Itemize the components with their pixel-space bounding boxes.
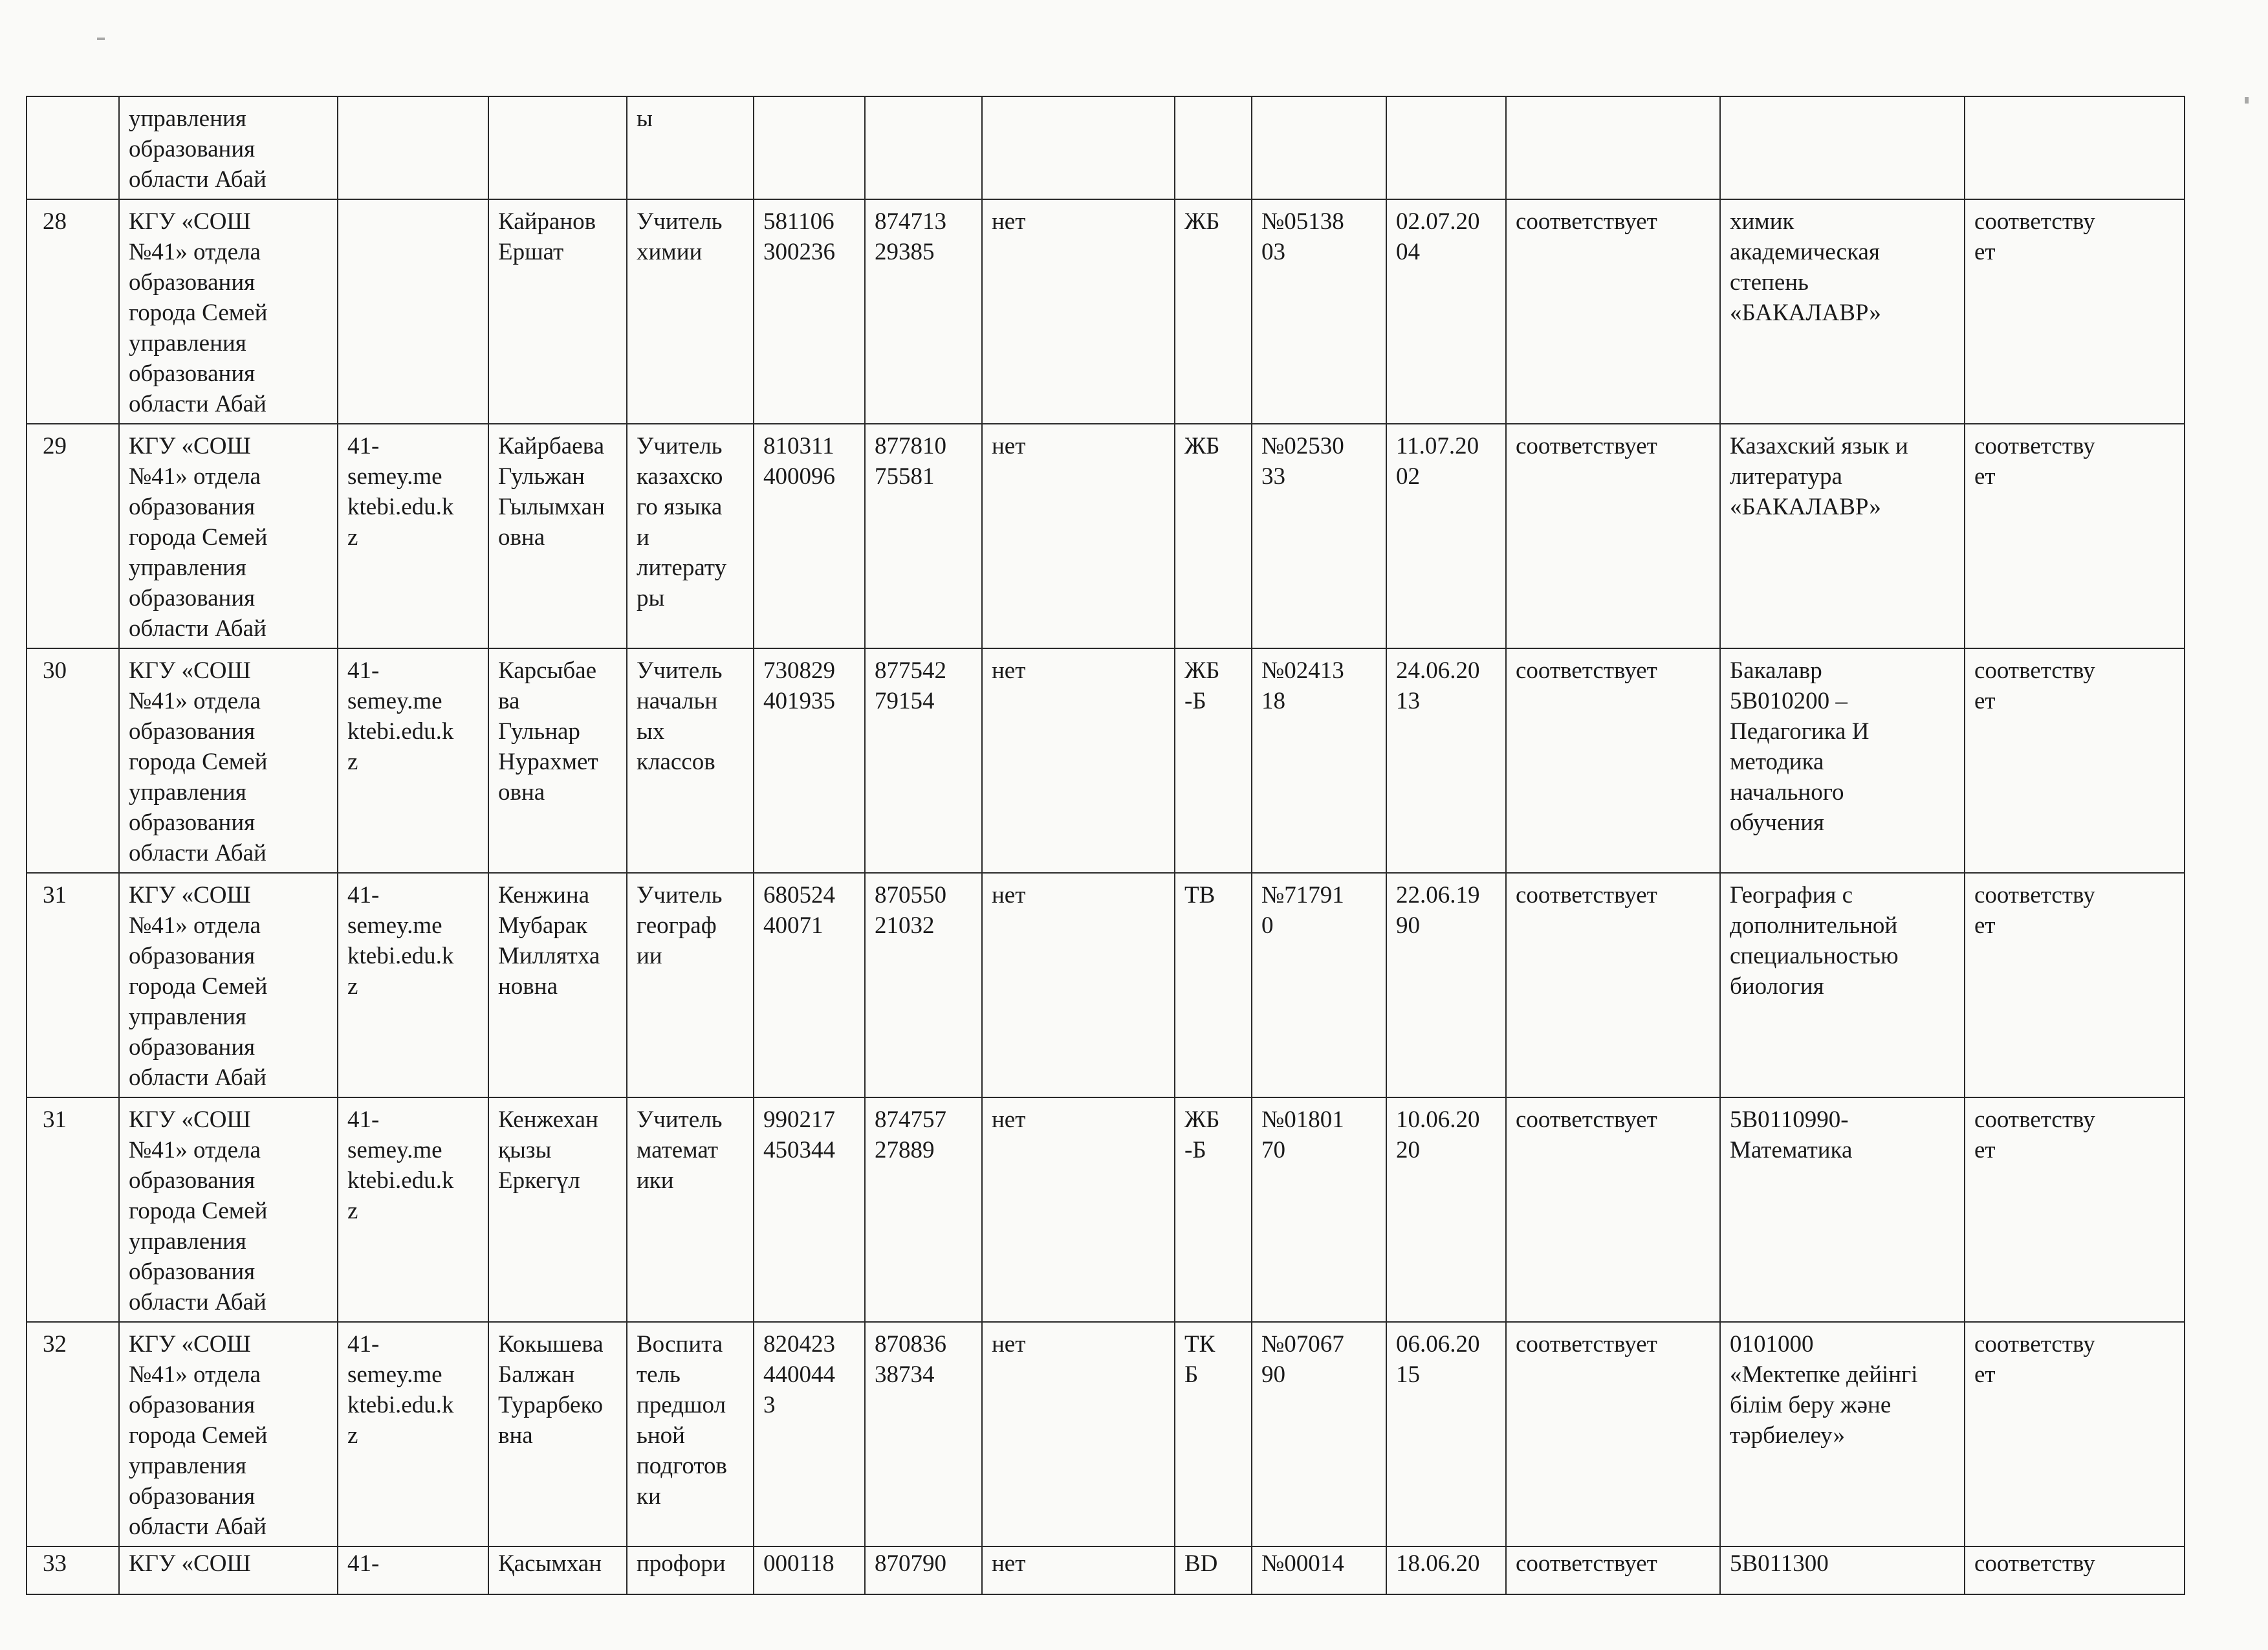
scan-speck <box>2245 97 2249 104</box>
phone-number: 870790 <box>865 1546 982 1594</box>
iin-number: 810311 400096 <box>754 424 865 648</box>
row-number: 29 <box>27 424 119 648</box>
diploma-date: 06.06.20 15 <box>1386 1322 1506 1546</box>
diploma-type: ТК Б <box>1175 1322 1252 1546</box>
row-number: 31 <box>27 873 119 1097</box>
extra-field <box>982 96 1175 199</box>
diploma-date: 02.07.20 04 <box>1386 199 1506 424</box>
school-website: 41- semey.me ktebi.edu.k z <box>338 1322 488 1546</box>
diploma-date: 18.06.20 <box>1386 1546 1506 1594</box>
extra-field: нет <box>982 1097 1175 1322</box>
scan-speck <box>97 38 105 40</box>
specialty: Бакалавр 5В010200 – Педагогика И методика начального обучения <box>1720 648 1965 873</box>
iin-number: 990217 450344 <box>754 1097 865 1322</box>
compliance-status: соответствует <box>1506 1546 1720 1594</box>
diploma-number: №05138 03 <box>1252 199 1386 424</box>
table-row <box>27 96 2185 199</box>
row-number: 30 <box>27 648 119 873</box>
result <box>1965 96 2185 199</box>
phone-number: 877542 79154 <box>865 648 982 873</box>
phone-number <box>865 96 982 199</box>
phone-number: 874757 27889 <box>865 1097 982 1322</box>
teacher-name: Кокышева Балжан Турарбеко вна <box>488 1322 627 1546</box>
diploma-type: ЖБ -Б <box>1175 1097 1252 1322</box>
diploma-date: 22.06.19 90 <box>1386 873 1506 1097</box>
school-website: 41- semey.me ktebi.edu.k z <box>338 648 488 873</box>
row-number: 33 <box>27 1546 119 1594</box>
result: соответству <box>1965 1546 2185 1594</box>
extra-field: нет <box>982 199 1175 424</box>
school-website: 41- semey.me ktebi.edu.k z <box>338 424 488 648</box>
compliance-status <box>1506 96 1720 199</box>
table-row <box>27 1546 2185 1594</box>
iin-number: 000118 <box>754 1546 865 1594</box>
specialty <box>1720 96 1965 199</box>
diploma-type: ЖБ <box>1175 199 1252 424</box>
school-website: 41- semey.me ktebi.edu.k z <box>338 1097 488 1322</box>
diploma-number: №02530 33 <box>1252 424 1386 648</box>
teacher-name: Кенжехан қызы Еркегүл <box>488 1097 627 1322</box>
diploma-number: №01801 70 <box>1252 1097 1386 1322</box>
diploma-number: №71791 0 <box>1252 873 1386 1097</box>
school-website <box>338 96 488 199</box>
compliance-status: соответствует <box>1506 199 1720 424</box>
extra-field: нет <box>982 424 1175 648</box>
table-row <box>27 648 2185 873</box>
compliance-status: соответствует <box>1506 1097 1720 1322</box>
specialty: 5В011300 <box>1720 1546 1965 1594</box>
teacher-position: Учитель математ ики <box>627 1097 754 1322</box>
extra-field: нет <box>982 873 1175 1097</box>
diploma-number: №07067 90 <box>1252 1322 1386 1546</box>
teacher-position: Учитель казахско го языка и литерату ры <box>627 424 754 648</box>
school-name: КГУ «СОШ №41» отдела образования города Семей управления образования области Абай <box>119 424 338 648</box>
compliance-status: соответствует <box>1506 1322 1720 1546</box>
school-website: 41- semey.me ktebi.edu.k z <box>338 873 488 1097</box>
specialty: География с дополнительной специальностью биология <box>1720 873 1965 1097</box>
result: соответству ет <box>1965 1097 2185 1322</box>
phone-number: 870836 38734 <box>865 1322 982 1546</box>
school-name: КГУ «СОШ №41» отдела образования города Семей управления образования области Абай <box>119 199 338 424</box>
row-number <box>27 96 119 199</box>
school-name: КГУ «СОШ <box>119 1546 338 1594</box>
school-website <box>338 199 488 424</box>
diploma-number: №00014 <box>1252 1546 1386 1594</box>
specialty: 5В0110990- Математика <box>1720 1097 1965 1322</box>
compliance-status: соответствует <box>1506 873 1720 1097</box>
specialty: 0101000 «Мектепке дейінгі білім беру және тәрбиелеу» <box>1720 1322 1965 1546</box>
table-row <box>27 873 2185 1097</box>
teacher-position: профори <box>627 1546 754 1594</box>
iin-number: 680524 40071 <box>754 873 865 1097</box>
table-row <box>27 1097 2185 1322</box>
table-row <box>27 1322 2185 1546</box>
teacher-name: Қасымхан <box>488 1546 627 1594</box>
school-name: КГУ «СОШ №41» отдела образования города Семей управления образования области Абай <box>119 1322 338 1546</box>
school-website: 41- <box>338 1546 488 1594</box>
specialty: химик академическая степень «БАКАЛАВР» <box>1720 199 1965 424</box>
school-name: КГУ «СОШ №41» отдела образования города Семей управления образования области Абай <box>119 873 338 1097</box>
compliance-status: соответствует <box>1506 648 1720 873</box>
compliance-status: соответствует <box>1506 424 1720 648</box>
table-row <box>27 199 2185 424</box>
diploma-number: №02413 18 <box>1252 648 1386 873</box>
phone-number: 870550 21032 <box>865 873 982 1097</box>
phone-number: 874713 29385 <box>865 199 982 424</box>
diploma-type <box>1175 96 1252 199</box>
result: соответству ет <box>1965 648 2185 873</box>
diploma-type: ЖБ -Б <box>1175 648 1252 873</box>
iin-number: 820423 440044 3 <box>754 1322 865 1546</box>
teacher-position: ы <box>627 96 754 199</box>
teacher-position: Воспита тель предшол ьной подготов ки <box>627 1322 754 1546</box>
diploma-number <box>1252 96 1386 199</box>
diploma-date: 24.06.20 13 <box>1386 648 1506 873</box>
phone-number: 877810 75581 <box>865 424 982 648</box>
teacher-position: Учитель начальн ых классов <box>627 648 754 873</box>
extra-field: нет <box>982 1322 1175 1546</box>
result: соответству ет <box>1965 424 2185 648</box>
iin-number: 730829 401935 <box>754 648 865 873</box>
teacher-name: Кайранов Ершат <box>488 199 627 424</box>
iin-number: 581106 300236 <box>754 199 865 424</box>
teacher-name <box>488 96 627 199</box>
teacher-name: Кенжина Мубарак Миллятха новна <box>488 873 627 1097</box>
school-name: КГУ «СОШ №41» отдела образования города Семей управления образования области Абай <box>119 1097 338 1322</box>
diploma-date <box>1386 96 1506 199</box>
diploma-type: BD <box>1175 1546 1252 1594</box>
staff-table <box>26 96 2185 1595</box>
result: соответству ет <box>1965 199 2185 424</box>
diploma-date: 10.06.20 20 <box>1386 1097 1506 1322</box>
teacher-position: Учитель химии <box>627 199 754 424</box>
result: соответству ет <box>1965 873 2185 1097</box>
teacher-position: Учитель географ ии <box>627 873 754 1097</box>
row-number: 28 <box>27 199 119 424</box>
extra-field: нет <box>982 648 1175 873</box>
table-row <box>27 424 2185 648</box>
iin-number <box>754 96 865 199</box>
diploma-date: 11.07.20 02 <box>1386 424 1506 648</box>
row-number: 31 <box>27 1097 119 1322</box>
extra-field: нет <box>982 1546 1175 1594</box>
specialty: Казахский язык и литература «БАКАЛАВР» <box>1720 424 1965 648</box>
teacher-name: Карсыбае ва Гульнар Нурахмет овна <box>488 648 627 873</box>
teacher-name: Кайрбаева Гульжан Гылымхан овна <box>488 424 627 648</box>
row-number: 32 <box>27 1322 119 1546</box>
diploma-type: ЖБ <box>1175 424 1252 648</box>
result: соответству ет <box>1965 1322 2185 1546</box>
school-name: КГУ «СОШ №41» отдела образования города Семей управления образования области Абай <box>119 648 338 873</box>
school-name: управления образования области Абай <box>119 96 338 199</box>
diploma-type: ТВ <box>1175 873 1252 1097</box>
